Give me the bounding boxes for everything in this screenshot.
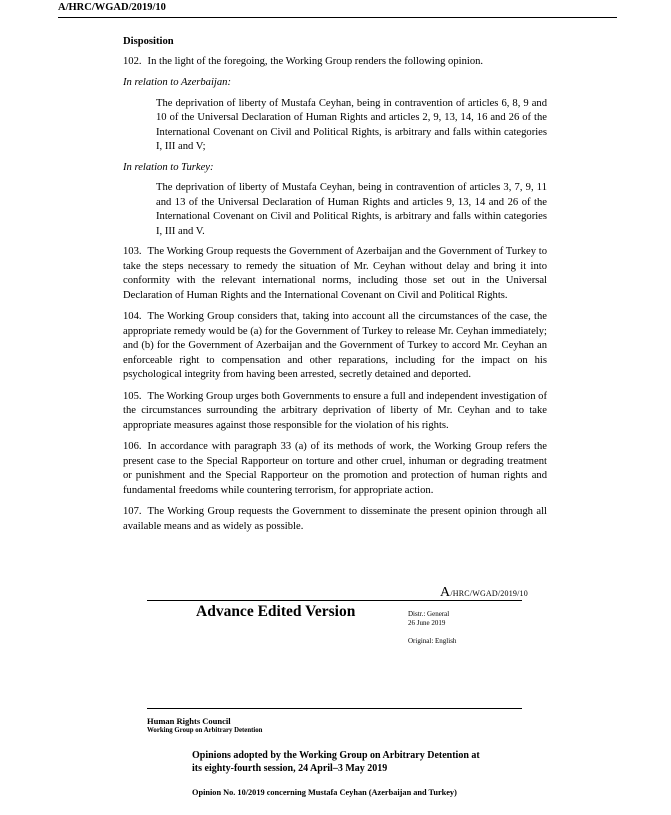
paragraph-106	[123, 440, 547, 498]
azerbaijan-label: In relation to Azerbaijan:	[123, 77, 231, 88]
turkey-label: In relation to Turkey:	[123, 161, 214, 173]
paragraph-text: The Working Group urges both Governments to ensure a full and independent investigation of the circumstances surrounding the arbitrary deprivation of liberty of Mr. Ceyhan and to take appropriate measures against those responsible for the violation of his rights.	[123, 390, 547, 431]
working-group-name: Working Group on Arbitrary Detention	[147, 727, 263, 734]
azerbaijan-finding: The deprivation of liberty of Mustafa Ceyhan, being in contravention of articles 6, 8, 9 and 10 of the Universal Declaration of Human Rights and articles 2, 9, 13, 14, 16 and 26 of the International Covenant on Civil and Political Rights, is arbitrary and falls within categories I, III and V;	[156, 97, 547, 152]
distr-line: Distr.: General	[408, 610, 450, 618]
symbol-initial: A	[440, 585, 451, 600]
paragraph-107	[123, 505, 547, 534]
paragraph-number: 104.	[123, 311, 142, 322]
header-rule	[58, 17, 617, 18]
document-symbol-header: A/HRC/WGAD/2019/10	[58, 2, 166, 13]
date-line: 26 June 2019	[408, 619, 446, 627]
symbol-rest: /HRC/WGAD/2019/10	[450, 589, 528, 598]
paragraph-number: 107.	[123, 506, 142, 517]
opinion-number: Opinion No. 10/2019 concerning Mustafa Ceyhan (Azerbaijan and Turkey)	[192, 788, 457, 797]
original-language: Original: English	[408, 637, 457, 645]
council-name: Human Rights Council	[147, 716, 231, 726]
paragraph-text: The Working Group requests the Government of Azerbaijan and the Government of Turkey to take the steps necessary to remedy the situation of Mr. Ceyhan without delay and bring it into conformity with the relevant international norms, including those set out in the Universal Declaration of Human Rights and the International Covenant on Civil and Political Rights.	[123, 246, 547, 301]
distribution-info	[408, 610, 449, 628]
paragraph-number: 105.	[123, 390, 142, 402]
paragraph-number: 102.	[123, 55, 142, 67]
paragraph-text: In accordance with paragraph 33 (a) of its methods of work, the Working Group refers the present case to the Special Rapporteur on torture and other cruel, inhuman or degrading treatment or punishment and the Special Rapporteur on the promotion and protection of human rights and fundamental freedoms while countering terrorism, for appropriate action.	[123, 441, 547, 496]
paragraph-105	[123, 390, 547, 434]
paragraph-number: 103.	[123, 246, 142, 257]
paragraph-103	[123, 245, 547, 303]
section-heading: Disposition	[123, 36, 174, 47]
cover-document-symbol	[440, 585, 528, 601]
cover-top-rule	[147, 600, 522, 601]
turkey-finding: The deprivation of liberty of Mustafa Ceyhan, being in contravention of articles 3, 7, 9, 11 and 13 of the Universal Declaration of Human Rights and articles 9, 13, 14 and 26 of the International Covenant on Civil and Political Rights, is arbitrary and falls within categories I, III and V.	[156, 182, 547, 237]
cover-bottom-rule	[147, 708, 522, 709]
paragraph-102	[123, 55, 547, 70]
paragraph-number: 106.	[123, 441, 142, 452]
disposition-section	[123, 35, 547, 541]
paragraph-text: The Working Group requests the Government to disseminate the present opinion through all available means and as widely as possible.	[123, 506, 547, 532]
edition-title: Advance Edited Version	[196, 603, 356, 620]
opinions-title: Opinions adopted by the Working Group on Arbitrary Detention at its eighty-fourth session, 24 April–3 May 2019	[192, 750, 480, 774]
paragraph-text: In the light of the foregoing, the Working Group renders the following opinion.	[147, 55, 484, 67]
paragraph-104	[123, 310, 547, 383]
paragraph-text: The Working Group considers that, taking into account all the circumstances of the case, the appropriate remedy would be (a) for the Government of Turkey to release Mr. Ceyhan immediately; and (b) for the Government of Azerbaijan and the Government of Turkey to accord Mr. Ceyhan an enforceable right to compensation and other reparations, including for the impact on his psychological integrity from having been arrested, secretly detained and deported.	[123, 311, 547, 380]
